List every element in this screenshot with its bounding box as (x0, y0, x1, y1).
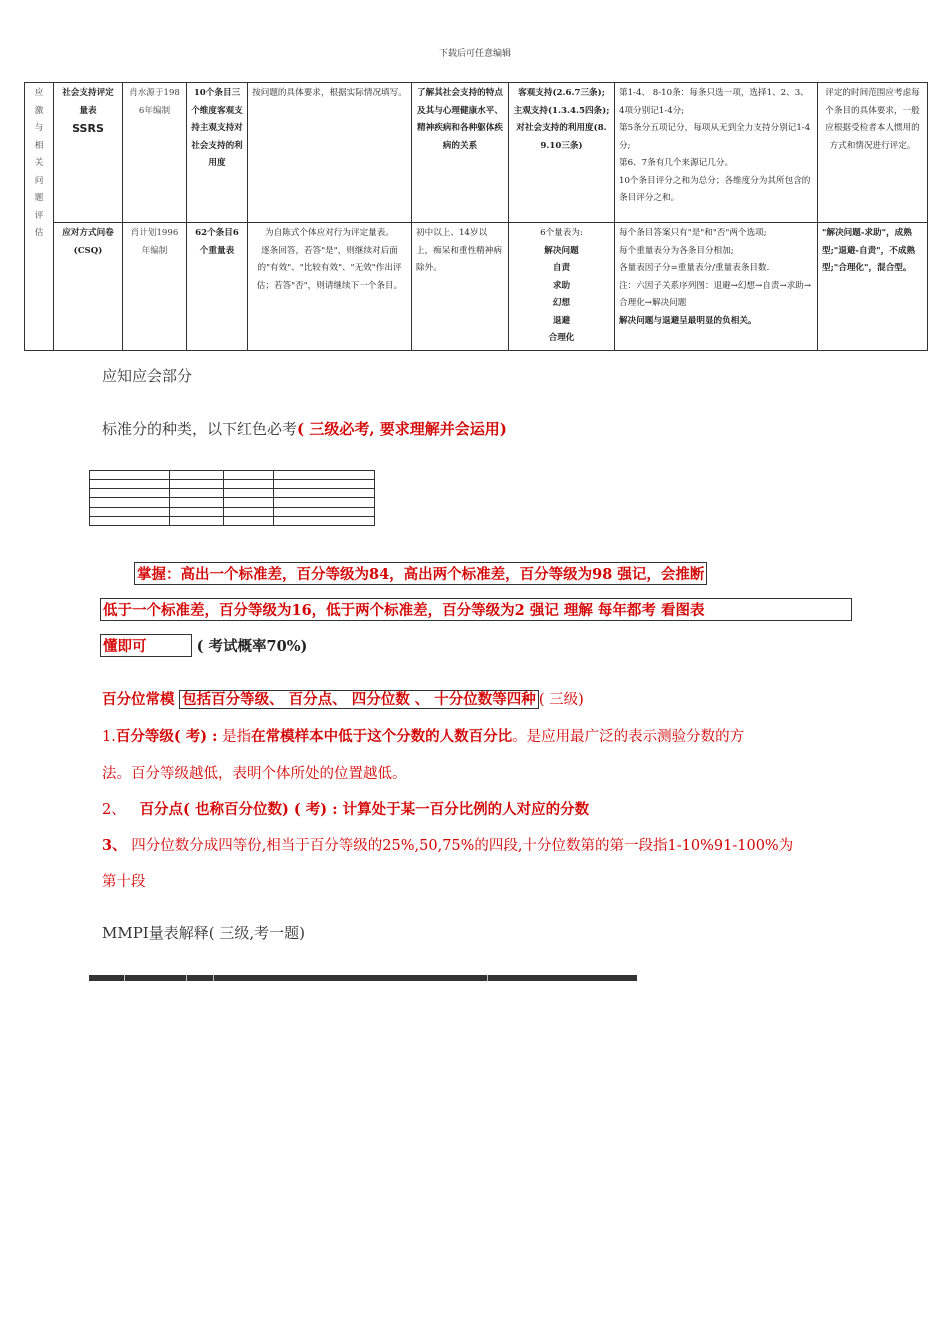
scale-items: 10个条目三个维度客观支持主观支持对社会支持的利用度 (187, 83, 248, 223)
grasp-line-1: 掌握：高出一个标准差，百分等级为84，高出两个标准差，百分等级为98 强记，会推断 (134, 562, 707, 585)
percentile-item-2: 2、 百分点( 也称百分位数) ( 考) : 计算处于某一百分比例的人对应的分数 (102, 801, 590, 818)
scale-notes: 评定的时间范围应考虑每个条目的具体要求，一般应根据受检者本人惯用的方式和情况进行评定。 (818, 83, 928, 223)
percentile-item-3-cont: 第十段 (102, 874, 146, 890)
subscale-item: 解决问题 (544, 245, 579, 256)
subscale-item: 合理化 (548, 333, 575, 343)
scale-scoring: 每个条目答案只有"是"和"否"两个选项; 每个重量表分为各条目分相加; 各量表因子分=重量表分/重量表条目数. 注：六因子关系序列图：退避→幻想→自责→求助→合理化→解决问题 解决问题与退避呈最明显的负相关。 (615, 223, 818, 351)
standard-score-line: 标准分的种类，以下红色必考( 三级必考, 要求理解并会运用) (102, 420, 507, 438)
scale-scoring: 第1-4、 8-10条：每条只选一项，选择1、2、3、4项分别记1-4分; 第5条分五项记分，每项从无到全力支持分别记1-4分; 第6、7条有几个来源记几分。 10个条目评分之和为总分；各维度分为其所包含的条目评分之和。 (615, 83, 818, 223)
scale-author: 肖水源于1986年编制 (123, 83, 187, 223)
scale-notes: "解决问题-求助"，成熟型;"退避-自责"，不成熟型;"合理化"，混合型。 (818, 223, 928, 351)
scale-author: 肖计划1996年编制 (123, 223, 187, 351)
scale-name: 应对方式问卷 (CSQ) (54, 223, 123, 351)
collapsed-table-bar (89, 975, 637, 981)
grasp-line-2: 低于一个标准差，百分等级为16，低于两个标准差，百分等级为2 强记 理解 每年都考 看图表 (100, 598, 852, 621)
table-row (25, 83, 928, 223)
subscale-item: 求助 (552, 280, 571, 291)
percentile-item-1: 1.百分等级( 考) : 是指在常模样本中低于这个分数的人数百分比。是应用最广泛的表示测验分数的方 (102, 728, 745, 745)
side-category-label: 应激与相关问题评估 (25, 83, 54, 351)
section-title: 应知应会部分 (102, 367, 193, 385)
percentile-item-1-cont: 法。百分等级越低，表明个体所处的位置越低。 (102, 766, 407, 782)
page-header: 下载后可任意编辑 (438, 49, 511, 59)
mmpi-title: MMPI量表解释( 三级,考一题) (102, 924, 305, 942)
scale-purpose: 了解其社会支持的特点及其与心理健康水平、精神疾病和各种躯体疾病的关系 (412, 83, 509, 223)
bar-divider (213, 975, 214, 981)
percentile-norm-title: 百分位常模 包括百分等级、 百分点、 四分位数 、 十分位数等四种 ( 三级) (102, 691, 584, 708)
subscale-item: 幻想 (552, 298, 571, 308)
bar-divider (186, 975, 187, 981)
scale-name: 社会支持评定量表 SSRS (54, 83, 123, 223)
grasp-line-3: 懂即可 ( 考试概率70%) (100, 634, 307, 657)
scale-purpose: 初中以上、14岁以上，痴呆和重性精神病除外。 (412, 223, 509, 351)
scale-dimensions: 客观支持(2.6.7三条); 主观支持(1.3.4.5四条); 对社会支持的利用度(8.9.10三条) (509, 83, 615, 223)
bar-divider (487, 975, 488, 981)
percentile-item-3: 3、 四分位数分成四等份,相当于百分等级的25%,50,75%的四段,十分位数第的第一段指1-10%91-100%为 (102, 837, 794, 854)
blank-table (89, 470, 375, 526)
scale-table (24, 82, 928, 351)
bar-divider (124, 975, 125, 981)
scale-usage: 为自陈式个体应对行为评定量表。 逐条回答，若答"是"，则继续对后面的"有效"、"比较有效"、"无效"作出评估；若答"否"，则请继续下一个条目。 (248, 223, 412, 351)
table-row (25, 223, 928, 351)
scale-items: 62个条目6个重量表 (187, 223, 248, 351)
subscale-item: 自责 (552, 263, 571, 273)
scale-usage: 按问题的具体要求，根据实际情况填写。 (248, 83, 412, 223)
scale-subscales: 6个量表为: 解决问题 自责 求助 幻想 退避 合理化 (509, 223, 615, 351)
subscale-item: 退避 (552, 315, 571, 326)
